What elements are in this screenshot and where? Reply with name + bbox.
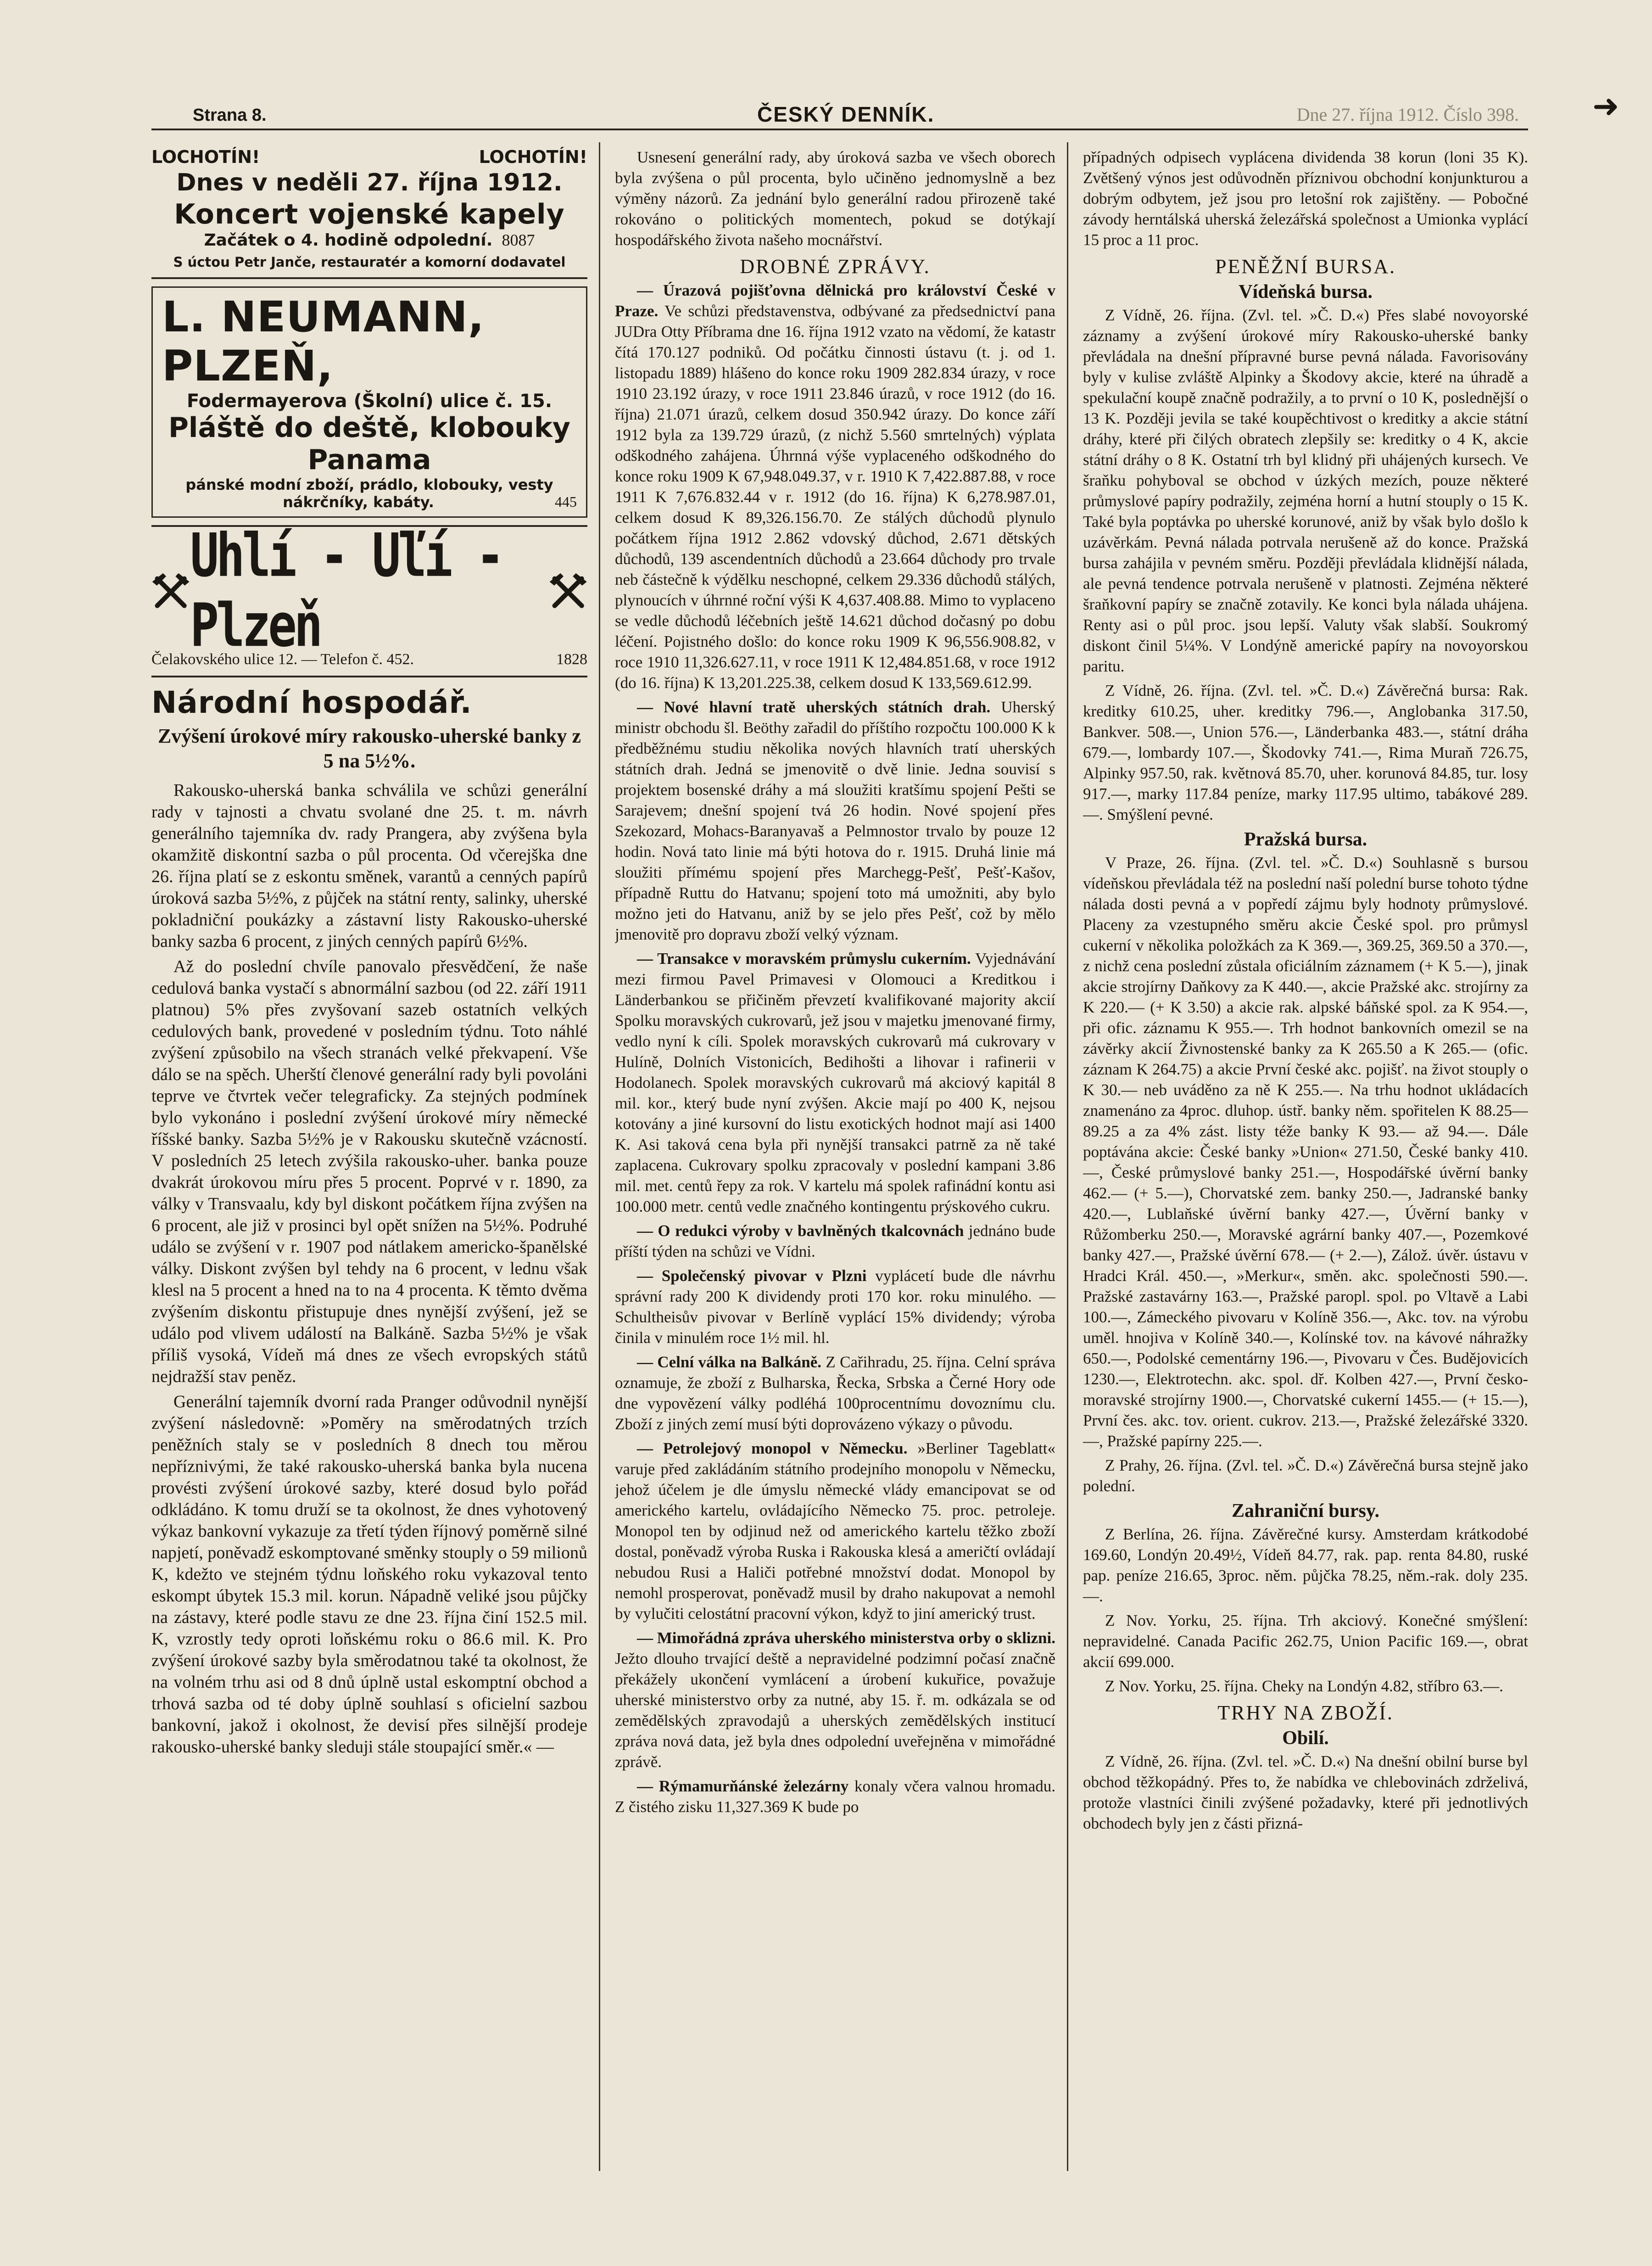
newspaper-title: ČESKÝ DENNÍK. — [757, 102, 935, 126]
subsection-heading: Vídeňská bursa. — [1239, 281, 1373, 302]
ad-start-time: Začátek o 4. hodině odpolední. — [204, 231, 493, 250]
item-headline: — Nové hlavní tratě uherských státních drah. — [637, 698, 991, 716]
paragraph: Usnesení generální rady, aby úroková sazba ve všech oborech byla zvýšena o půl procenta, bylo učiněno jednomyslně a bez výměny názorů. Za jednání bylo generální radou přirozeně také rokováno o politických momentech, pokud se dotýkají hospodářského života našeho mocnářství. — [615, 148, 1055, 249]
section-title: Národní hospodář. — [151, 685, 472, 720]
ad-date: Dnes v neděli 27. října 1912. — [176, 169, 563, 196]
item-headline: — Úrazová pojišťovna dělnická pro království České v Praze. — [615, 281, 1055, 320]
paragraph: Rakousko-uherská banka schválila ve schůzi generální rady v tajnosti a chvatu svolané dne 25. t. m. návrh generálního tajemníka dv. rady Prangera, aby zvýšena byla okamžitě diskontní sazba o půl procenta. Od včerejška dne 26. října platí se z eskontu směnek, varantů a cenných papírů úroková sazba 5½%, z půjček na státní renty, salinky, uherské pokladniční poukázky a zástavní listy Rakousko-uherské banky sazba 6 procent, z jiných cenných papírů 6½%. — [151, 781, 587, 951]
page-number: Strana 8. — [193, 106, 267, 125]
neumann-address: Fodermayerova (Školní) ulice č. 15. — [186, 391, 553, 412]
arrow-right-icon: ➜ — [1592, 89, 1619, 124]
neumann-number: 445 — [555, 493, 577, 510]
subsection-heading: Pražská bursa. — [1244, 829, 1367, 850]
hammer-pick-icon — [151, 565, 190, 615]
item-headline: — Transakce v moravském průmyslu cukerním. — [637, 950, 971, 968]
paragraph: V Praze, 26. října. (Zvl. tel. »Č. D.«) Souhlasně s bursou vídeňskou převládala též na poslední naší polední burse tohoto týdne nálada dosti pevná a v popředí zájmu byly hodnoty průmyslové. Placeny za vzestupného směru akcie České spol. pro průmysl cukerní v několika položkách za K 369.—, 369.25, 369.50 a 370.—, z nichž cena poslední zůstala oficiálním záznamem (+ K 5.—), jinak akcie strojírny Daňkovy za K 440.—, akcie Pražské akc. strojírny za K 220.— (+ K 3.50) a akcie rak. alpské báňské spol. za K 954.—, při ofic. záznamu K 955.—. Trh hodnot bankovních omezil se na závěrky akcií Živnostenské banky za K 265.50 a K 265.— (ofic. záznam K 264.75) a akcie První české akc. pojišť. na život stouply o K 30.— neb uváděno za ně K 255.—. Na trhu hodnot ukládacích znamenáno za 4proc. dluhop. ústř. banky něm. spořitelen K 88.25—89.25 a za 4% zást. listy téže banky K 93.— až 94.—. Dále poptávána akcie: České banky »Union« 271.50, České banky 410.—, České průmyslové banky 251.—, Hospodářské úvěrní banky 462.— (+ 5.—), Chorvatské zem. banky 250.—, Jadranské banky 420.—, Lublaňské úvěrní banky 427.—, Úvěrní banky v Růžomberku 250.—, Moravské agrární banky 407.—, Pozemkové banky 427.—, Pražské úvěrní 678.— (+ 2.—), Zálož. úvěr. ústavu v Hradci Král. 450.—, »Merkur«, směn. akc. společnosti 590.—. Pražské zastavárny 163.—, Pražské paropl. spol. po Vltavě a Labi 100.—, Zámeckého pivovaru v Kolíně 356.—, Akc. tov. na výrobu uměl. hnojiva v Kolíně 340.—, Kolínské tov. na kávové náhražky 650.—, Podolské cementárny 196.—, Pivovaru v Čes. Budějovicích 1230.—, Elektrotechn. akc. spol. dř. Kolben 427.—, První česko-moravské strojírny 1900.—, Chorvatské cukerní 1455.— (+ 15.—), První čes. akc. tov. orient. cukrov. 213.—, Pražské železářské 3320.—, Pražské papírny 225.—. — [1083, 854, 1528, 1450]
subsection-heading: Obilí. — [1282, 1728, 1329, 1749]
column-rule-1 — [599, 142, 600, 2171]
section-heading: PENĚŽNÍ BURSA. — [1215, 255, 1396, 278]
item-text: Z Cařihradu, 25. října. Celní správa oznamuje, že zboží z Bulharska, Řecka, Srbska a Černé Hory ode dne vypovězení války podléhá 100procentnímu dovoznímu clu. Zboží z jiných zemí musí býti doprovázeno výkazy o původu. — [615, 1353, 1055, 1433]
item-text: konaly včera valnou hromadu. Z čistého zisku 11,327.369 K bude po — [615, 1777, 1055, 1816]
ad-number: 8087 — [502, 231, 535, 249]
column-2 — [615, 147, 1055, 2166]
neumann-ad — [151, 286, 587, 518]
ad-concert: Koncert vojenské kapely — [174, 198, 565, 230]
article-title: Zvýšení úrokové míry rakousko-uherské banky z 5 na 5½%. — [157, 725, 581, 772]
paragraph: Z Vídně, 26. října. (Zvl. tel. »Č. D.«) Na dnešní obilní burse byl obchod těžkopádný. Přes to, že nabídka ve chlebovinách zdrželivá, protože vlastníci činili zvýšené požadavky, které při jednotlivých obchodech byly jen z části přizná- — [1083, 1752, 1528, 1832]
item-headline: — O redukci výroby v bavlněných tkalcovnách — [637, 1222, 964, 1240]
subsection-heading: Zahraniční bursy. — [1231, 1500, 1380, 1522]
item-headline: — Celní válka na Balkáně. — [637, 1353, 822, 1371]
concert-ad — [151, 147, 587, 270]
paragraph: Z Vídně, 26. října. (Zvl. tel. »Č. D.«) Přes slabé novoyorské záznamy a zvýšení úrokové míry Rakousko-uherské banky převládala na dnešní přípravné burse pevná nálada. Favorisovány byly v kulise zvláště Alpinky a Škodovy akcie, které na úhradě a spekulační koupě značně podražily, a to první o 10 K, poslednější o 13 K. Později jevila se také koupěchtivost o kreditky a akcie státní dráhy, které při čilých obratech zlepšily se: kreditky o 4 K, akcie státní dráhy o 8 K. Ostatní trh byl klidný při uhájených kursech. Ve šraňku pohyboval se obchod v úzkých mezích, pouze některé průmyslové papíry podražily, zejména horní a hutní stouply o 15 K. Také byla poptávka po uherské korunové, aniž by však bylo došlo k uzávěrkám. Pevná nálada potrvala nerušeně až do konce. Pražská bursa zahájila v pevném směru. Později převládala klidnější nálada, ale pevná tendence potrvala nerušeně v platnosti. Zejména některé šraňkovní papíry se značně zotavily. Ke konci byla nálada uhájena. Renty asi o půl proc. jsou lepší. Valuty však slabší. Soukromý diskont činil 5¼%. V Londýně americké papíry na novoyorskou paritu. — [1083, 306, 1528, 675]
item-headline: — Mimořádná zpráva uherského ministerstva orby o sklizni. — [637, 1629, 1055, 1647]
neumann-coats: Pláště do deště, klobouky Panama — [168, 412, 571, 476]
coal-name: Uhlí - Uľí - Plzeň — [190, 520, 502, 660]
paragraph: Až do poslední chvíle panovalo přesvědčení, že naše cedulová banka vystačí s abnormální sazbou (od 22. září 1911 platnou) 5% přes zvyšovaní sazeb ostatních velkých cedulových bank, provedené v posledním týdnu. Toto náhlé zvýšení způsobilo na všech stranách velké překvapení. Vše dálo se na spěch. Uherští členové generální rady byli povoláni teprve ve čtvrtek večer telegraficky. Za stejných podmínek bylo vykonáno i poslední zvýšení úrokové míry německé říšské banky. Sazba 5½% je v Rakousku skutečně vzácností. V posledních 25 letech zvýšila rakousko-uher. banka pouze dvakrát úrokovou míru přes 5 procent. Poprvé v r. 1890, za války v Transvaalu, kdy byl diskont počátkem října zvýšen na 6 procent, ale již v prosinci byl opět snížen na 5½%. Podruhé událo se zvýšení v r. 1907 pod nátlakem americko-španělské války. Diskont zvýšen byl tehdy na 6 procent, v lednu však klesl na 5 procent a hned na to na 4 procenta. K těmto dvěma zvýšením diskontu přistupuje dnes nynější zvýšení, jež se událo pod vlivem událostí na Balkáně. Sazba 5½% je však příliš vysoká, Vídeň má dnes ze všech evropských států nejdražší stav peněz. — [151, 957, 587, 1386]
coal-ad — [151, 520, 587, 668]
item-text: jednáno bude příští týden na schůzi ve Vídni. — [615, 1222, 1055, 1260]
item-text: Vyjednávání mezi firmou Pavel Primavesi v Olomouci a Kreditkou i Länderbankou se přičiněm převzetí kvalifikované majority akcií Spolku moravských cukrovarů, jež jsou v majetku jmenované firmy, vedlo nyní k cíli. Spolek moravských cukrovarů má cukrovary v Hulíně, Dolních Vistonicích, Bedihošti a lihovar i rafinerii v Hodolanech. Spolek moravských cukrovarů má akciový kapitál 8 mil. kor., který bude nyní zvýšen. Akcie mají po 400 K, nejsou kotovány a jiné kursovní do listu exotických hodnot mají asi 1400 K. Asi taková cena byla při nynější transakci patrně za ně také zaplacena. Cukrovary spolku zpracovaly v poslední kampani 3.86 mil. met. centů řepy za rok. V kartelu má spolek rafinádní kontu asi 100.000 metr. centů vedle značného kontingentu prýskového cukru. — [615, 950, 1055, 1215]
neumann-name: L. NEUMANN, PLZEŇ, — [162, 292, 485, 391]
column-3 — [1083, 147, 1528, 2166]
masthead — [151, 92, 1528, 130]
paragraph: Z Prahy, 26. října. (Zvl. tel. »Č. D.«) Závěrečná bursa stejně jako polední. — [1083, 1456, 1528, 1495]
ad-lochotin-right: LOCHOTÍN! — [479, 147, 587, 167]
item-text: vyplácetí bude dle návrhu správní rady 200 K dividendy proti 170 kor. roku minulého. — Schultheisův pivovar v Berlíně vyplácí 15% dividendy; výroba činila v minulém roce 1½ mil. hl. — [615, 1267, 1055, 1347]
ad-signature: S úctou Petr Janče, restauratér a komorní dodavatel — [173, 254, 566, 270]
section-heading: TRHY NA ZBOŽÍ. — [1217, 1701, 1394, 1724]
neumann-ties: nákrčníky, kabáty. — [283, 493, 434, 511]
ad-lochotin-left: LOCHOTÍN! — [151, 147, 260, 167]
hammer-pick-icon — [549, 565, 587, 615]
paragraph: případných odpisech vyplácena dividenda 38 korun (loni 35 K). Zvětšený výnos jest odůvodněn příznivou obchodní konjunkturou a dobrým odbytem, jež jsou pro letošní rok zajištěny. — Pobočné závody herntálská uherská železářská společnost a Umionka vyplácí 15 proc a 11 proc. — [1083, 148, 1528, 249]
item-headline: — Společenský pivovar v Plzni — [637, 1267, 867, 1285]
item-text: Ve schůzi představenstva, odbývané za předsednictví pana JUDra Otty Příbrama dne 16. října 1912 vzato na vědomí, že katastr čítá 170.127 podniků. Od počátku činnosti ústavu (t. j. od 1. listopadu 1889) hlášeno do konce roku 1909 282.834 úrazy, v roce 1910 23.192 úrazy, v roce 1911 23.846 úrazů, v roce 1912 (do 16. října) 21.071 úrazů, celkem dosud 350.942 úrazy. Do konce září 1912 byla za 139.729 úrazů, (z nichž 5.560 smrtelných) výplata odškodného zahájena. Úhrnná výše vyplaceného odškodného do konce roku 1909 K 67,948.049.37, v r. 1910 K 7,422.887.88, v roce 1911 K 7,676.832.44 v r. 1912 (do 16. října) K 6,278.987.01, celkem dosud K 89,326.156.70. Ze stálých důchodů plynulo počátkem října 1912 2.862 vdovský důchod, 2.671 dětských důchodů, 139 ascendentních důchodů a 23.664 důchody pro trvale neb částečně k výdělku neschopné, celkem 29.336 důchodů stálých, plynoucích v úhrnné roční výši K 4,637.408.88. Mimo to vyplaceno se vedle důchodů léčebních ještě 14.621 důchod dočasný po dobu léčení. Pojistného došlo: do konce roku 1909 K 96,556.908.82, v roce 1910 11,326.627.11, v roce 1911 K 12,484.851.68, v roce 1912 (do 16. října) K 13,201.225.38, celkem dosud K 133,569.612.99. — [615, 302, 1055, 692]
column-1 — [151, 147, 587, 2166]
coal-address: Čelakovského ulice 12. — Telefon č. 452. — [151, 651, 414, 668]
item-headline: — Rýmamurňánské železárny — [637, 1777, 849, 1795]
issue-date: Dne 27. října 1912. Číslo 398. — [1296, 104, 1519, 125]
paragraph: Z Berlína, 26. října. Závěrečné kursy. Amsterdam krátkodobé 169.60, Londýn 20.49½, Vídeň 84.77, rak. pap. renta 84.80, ruské pap. peníze 216.65, 3proc. něm. půjčka 78.25, něm.-rak. doly 235.—. — [1083, 1525, 1528, 1605]
item-text: Uherský ministr obchodu šl. Beöthy zařadil do příštího rozpočtu 100.000 K k předběžnému studiu několika nových hlavních tratí uherských státních drah. Jedná se jmenovitě o dvě linie. Jedna souvisí s projektem bosenské dráhy a má sloužiti kratšímu spojení Pešti se Sarajevem; dnešní spojení tvá 26 hodin. Nové spojení přes Szekozard, Mohacs-Baranyavaš a Pelmnostor trvalo by pouze 12 hodin. Nová tato linie má býti hotova do r. 1915. Druhá linie má sloužiti přímému spojení přes Marchegg-Pešť, Pešť-Kašov, případně Ruttu do Hatvanu; spojení toto má umožniti, aby bylo možno jeti do Hatvanu, aniž by se jelo přes Pešť, což by mělo jmenovitě pro dopravu zboží velký význam. — [615, 698, 1055, 943]
newspaper-page — [151, 89, 1619, 2212]
paragraph: Generální tajemník dvorní rada Pranger odůvodnil nynější zvýšení následovně: »Poměry na směrodatných trzích peněžních staly se v posledních 8 dnech tou měrou nepříznivými, že také rakousko-uherská banka byla nucena provésti zvýšení úrokové sazby, které dosud bylo pořád odkládáno. K tomu druží se ta okolnost, že dnes vyhotovený výkaz bankovní vykazuje za třetí týden říjnový poměrně silné napjetí, poněvadž eskomptované směnky stouply o 59 milionů K, kdežto ve stejném týdnu loňského roku vykazoval tento eskompt úbytek 15.3 mil. korun. Nápadně veliké jsou půjčky na zástavy, které podle stavu ze dne 23. října činí 152.5 mil. K, vzrostly tedy oproti loňskému roku o 86.6 mil. K. Pro zvýšení úrokové sazby byla směrodatnou také ta okolnost, že na volném trhu asi od 8 dnů úplně ustal eskomptní obchod a trhová sazba od té doby úplně souhlasí s oficielní sazbou bankovní, jakož i okolnost, že devisí přes silnější prodeje rakousko-uherské banky sleduji stále stoupající směr.« — — [151, 1392, 587, 1757]
section-heading: DROBNÉ ZPRÁVY. — [740, 255, 931, 278]
item-text: Ježto dlouho trvající deště a nepravidelné podzimní počasí značně překážely ukončení vymlácení a úrobení kukuřice, považuje uherské ministerstvo orby za nutné, aby 15. ř. m. odkázala se od zemědělských zpravodajů a uherských zemědělských institucí zpráva nová data, jež byla dnes odpolední uveřejněna v mimořádné zprávě. — [615, 1650, 1055, 1771]
paragraph: Z Nov. Yorku, 25. října. Trh akciový. Konečné smýšlení: nepravidelné. Canada Pacific 262.75, Union Pacific 169.—, obrat akcií 699.000. — [1083, 1611, 1528, 1671]
item-headline: — Petrolejový monopol v Německu. — [637, 1439, 908, 1457]
column-rule-2 — [1067, 142, 1068, 2171]
item-text: »Berliner Tageblatt« varuje před zakládáním státního prodejního monopolu v Německu, jehož účelem je dle úmyslu německé vlády emancipovat se od amerického kartelu, ovládajícího Německo 75. proc. petroleje. Monopol ten by odjinud než od amerického kartelu těžko zboží dostal, poněvadž výroba Ruska i Rakouska klesá a američtí ovládají nebudou Rusi a Haliči potřebné množství dodat. Monopol by nemohl prosperovat, poněvadž musil by draho nakupovat a nemohl by vylučiti celostátní pracovní výkon, když to jiní americký trust. — [615, 1439, 1055, 1623]
coal-number: 1828 — [556, 651, 587, 668]
neumann-goods: pánské modní zboží, prádlo, klobouky, vesty — [185, 476, 553, 493]
paragraph: Z Nov. Yorku, 25. října. Cheky na Londýn 4.82, stříbro 63.—. — [1105, 1677, 1503, 1695]
paragraph: Z Vídně, 26. října. (Zvl. tel. »Č. D.«) Závěrečná bursa: Rak. kreditky 610.25, uher. kreditky 796.—, Anglobanka 317.50, Bankver. 508.—, Union 576.—, Länderbanka 483.—, státní dráha 679.—, lombardy 107.—, Škodovky 741.—, Rima Muraň 726.75, Alpinky 957.50, rak. květnová 85.70, uher. korunová 84.85, tur. losy 917.—, marky 117.84 peníze, marky 117.95 ultimo, tabákové 289.—. Smýšlení pevné. — [1083, 682, 1528, 823]
